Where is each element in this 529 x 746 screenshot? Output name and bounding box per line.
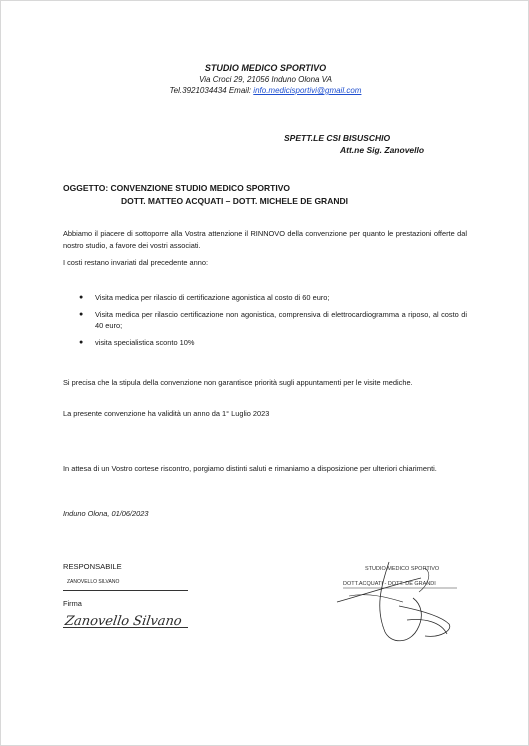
price-list: [79, 292, 467, 353]
recipient-line-1: SPETT.LE CSI BISUSCHIO: [284, 133, 391, 143]
list-item-text: Visita medica per rilascio certificazione non agonistica, comprensiva di elettrocardiogramma a riposo, al costo di 40 euro;: [95, 309, 467, 330]
responsible-name: ZANOVELLO SILVANO: [67, 579, 120, 585]
list-item: [79, 337, 467, 349]
recipient-line-2: Att.ne Sig. Zanovello: [340, 145, 425, 155]
subject-line-2: DOTT. MATTEO ACQUATI – DOTT. MICHELE DE GRANDI: [121, 196, 348, 206]
signature-text: Zanovello Silvano: [63, 614, 183, 629]
studio-contacts: [1, 86, 529, 95]
bullet-icon: ●: [79, 310, 84, 318]
responsible-label: RESPONSABILE: [63, 562, 122, 571]
list-item: [79, 292, 467, 304]
tel-label: Tel.3921034434 Email:: [169, 86, 254, 95]
place-date: Induno Olona, 01/06/2023: [63, 509, 149, 518]
signature-underline: [63, 627, 188, 628]
bullet-icon: ●: [79, 338, 84, 346]
subject-line-1: OGGETTO: CONVENZIONE STUDIO MEDICO SPORTIVO: [63, 183, 290, 193]
studio-address: Via Croci 29, 21056 Induno Olona VA: [199, 75, 332, 84]
studio-name: STUDIO MEDICO SPORTIVO: [204, 63, 327, 73]
stamp-signature: [329, 556, 469, 651]
list-item: [79, 309, 467, 332]
stamp-line-1: STUDIO MEDICO SPORTIVO: [365, 566, 440, 572]
name-underline: [63, 590, 188, 591]
bullet-icon: ●: [79, 294, 84, 301]
list-item-text: Visita medica per rilascio di certificazione agonistica al costo di 60 euro;: [95, 293, 330, 302]
intro-paragraph: Abbiamo il piacere di sottoporre alla Vostra attenzione il RINNOVO della convenzione per quanto le prestazioni offerte dal nostro studio, a favore dei vostri associati.: [63, 229, 467, 250]
note-paragraph: Si precisa che la stipula della convenzione non garantisce priorità sugli appuntamenti per le visite mediche.: [63, 378, 413, 387]
list-item-text: visita specialistica sconto 10%: [95, 337, 195, 347]
costs-paragraph: I costi restano invariati dal precedente anno:: [63, 258, 209, 267]
closing-paragraph: In attesa di un Vostro cortese riscontro, porgiamo distinti saluti e rimaniamo a disposizione per ulteriori chiarimenti.: [63, 464, 437, 473]
validity-paragraph: La presente convenzione ha validità un anno da 1° Luglio 2023: [63, 409, 270, 418]
firma-label: Firma: [63, 599, 82, 608]
email-link[interactable]: info.medicisportivi@gmail.com: [253, 86, 362, 95]
stamp-line-2: DOTT.ACQUATI - DOTT. DE GRANDI: [343, 581, 436, 587]
